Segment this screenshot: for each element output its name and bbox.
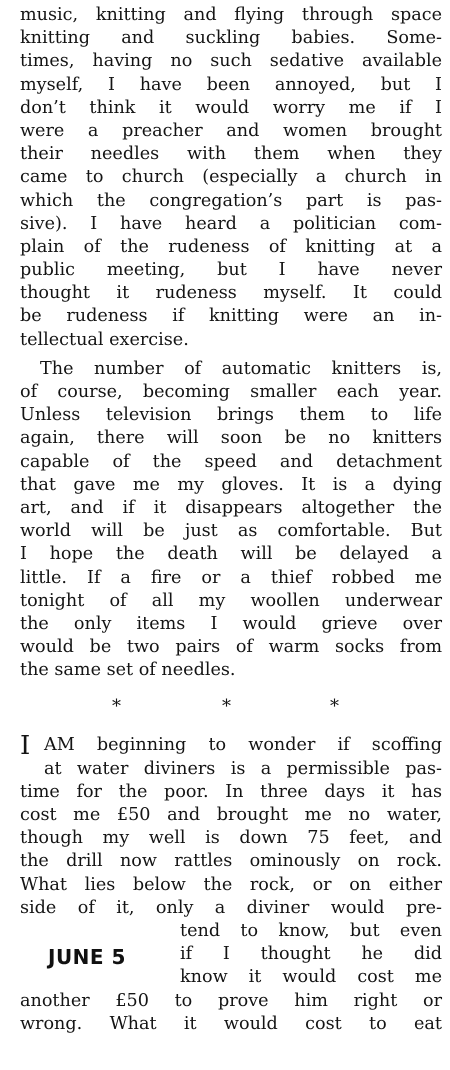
separator-asterisk: *: [222, 696, 231, 718]
narrow-line-row: [20, 920, 442, 943]
text-line: tonight of all my woollen underwear: [20, 590, 442, 611]
text-line: if I thought he did: [180, 944, 442, 965]
text-line: know it would cost me: [180, 967, 442, 988]
text-line: art, and if it disappears altogether the: [20, 497, 442, 518]
text-line: What lies below the rock, or on either: [20, 874, 442, 895]
text-line: knitting and suckling babies. Some-: [20, 28, 442, 49]
text-line: The number of automatic knitters is,: [40, 358, 442, 379]
text-line: tend to know, but even: [180, 920, 442, 941]
text-line: thought it rudeness myself. It could: [20, 283, 442, 304]
article-page: [20, 0, 442, 1036]
paragraph-knitting-rudeness: [20, 4, 442, 352]
text-line: plain of the rudeness of knitting at a: [20, 236, 442, 257]
text-line: would be two pairs of warm socks from: [20, 637, 442, 658]
text-line: wrong. What it would cost to eat: [20, 1013, 442, 1034]
text-line: another £50 to prove him right or: [20, 990, 442, 1011]
text-line: their needles with them when they: [20, 144, 442, 165]
narrow-line-row: [20, 943, 442, 970]
text-line: capable of the speed and detachment: [20, 451, 442, 472]
text-line: world will be just as comfortable. But: [20, 521, 442, 542]
text-line: AM beginning to wonder if scoffing: [44, 735, 442, 756]
text-line: which the congregation’s part is pas-: [20, 190, 442, 211]
paragraph-automatic-knitters: [20, 358, 442, 683]
text-line: though my well is down 75 feet, and: [20, 828, 442, 849]
text-line: music, knitting and flying through space: [20, 5, 442, 25]
section-separator: [20, 682, 442, 734]
drop-cap: I: [20, 731, 31, 762]
text-line: at water diviners is a permissible pas-: [44, 758, 442, 779]
text-line: little. If a fire or a thief robbed me: [20, 567, 442, 588]
text-line: myself, I have been annoyed, but I: [20, 74, 442, 95]
text-line: cost me £50 and brought me no water,: [20, 805, 442, 825]
date-sidehead: JUNE 5: [48, 945, 126, 970]
text-line: the only items I would grieve over: [20, 613, 442, 634]
text-line: don’t think it would worry me if I: [20, 97, 442, 118]
text-line: again, there will soon be no knitters: [20, 428, 442, 449]
text-line: came to church (especially a church in: [20, 167, 442, 188]
text-line: times, having no such sedative available: [20, 51, 442, 72]
text-line: side of it, only a diviner would pre-: [20, 897, 442, 918]
paragraph-water-diviners: [20, 731, 442, 1035]
text-line: I hope the death will be delayed a: [20, 544, 442, 565]
text-line: be rudeness if knitting were an in-: [20, 306, 442, 327]
narrow-line-row: [20, 966, 442, 989]
separator-asterisk: *: [330, 696, 339, 718]
text-line: that gave me my gloves. It is a dying: [20, 474, 442, 495]
text-line: Unless television brings them to life: [20, 405, 442, 426]
text-line: the same set of needles.: [20, 660, 236, 681]
text-line: sive). I have heard a politician com-: [20, 213, 442, 234]
text-line: tellectual exercise.: [20, 329, 189, 350]
text-line: the drill now rattles ominously on rock.: [20, 851, 442, 872]
text-line: of course, becoming smaller each year.: [20, 382, 442, 402]
text-line: time for the poor. In three days it has: [20, 781, 442, 802]
text-line: public meeting, but I have never: [20, 260, 442, 281]
text-line: were a preacher and women brought: [20, 120, 442, 141]
separator-asterisk: *: [112, 696, 121, 718]
